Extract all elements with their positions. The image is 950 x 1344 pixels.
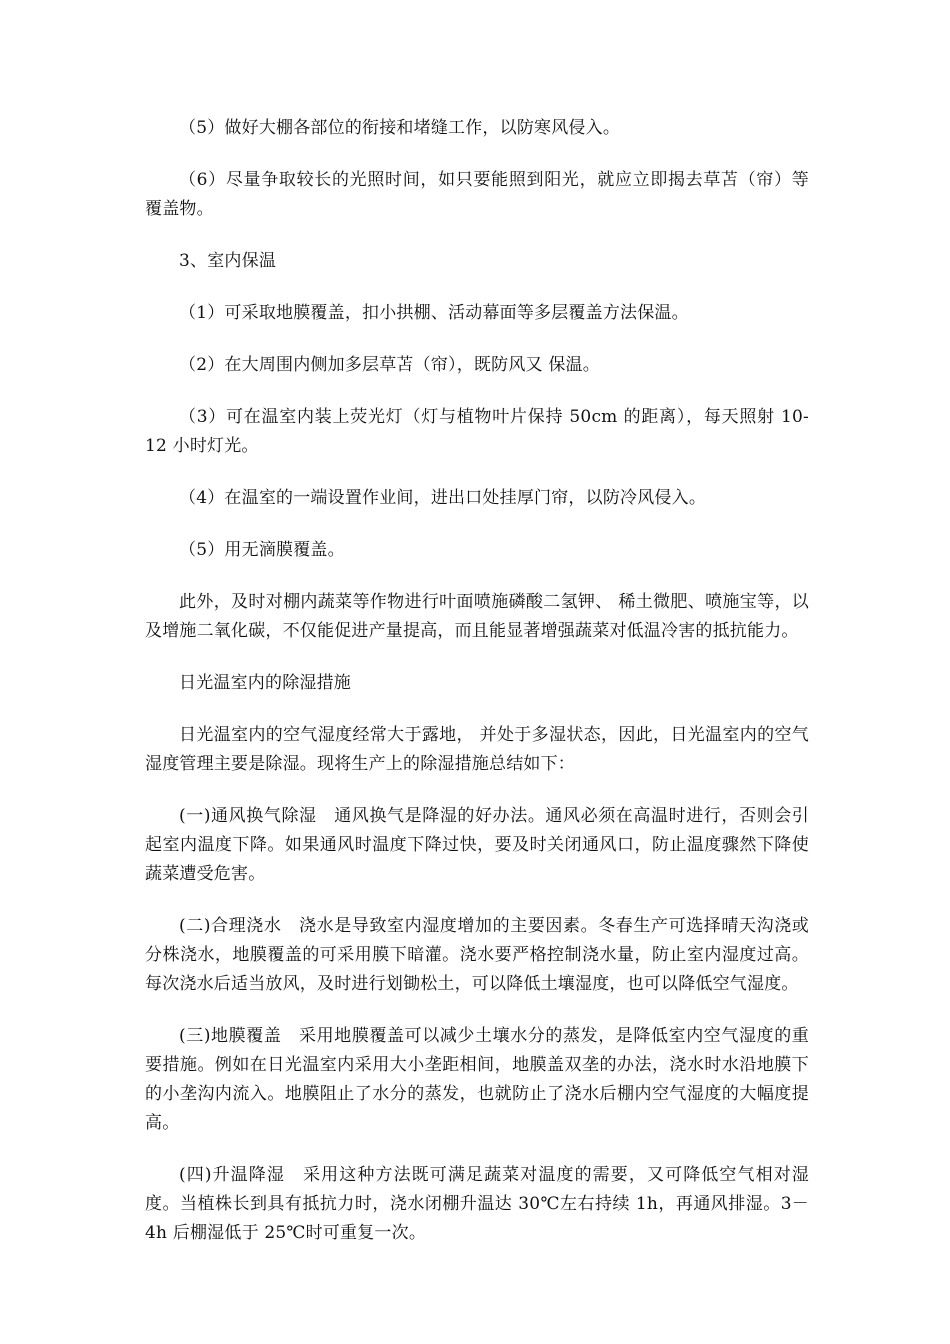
paragraph: (二)合理浇水 浇水是导致室内湿度增加的主要因素。冬春生产可选择晴天沟浇或分株浇水，地膜覆盖的可采用膜下暗灌。浇水要严格控制浇水量，防止室内湿度过高。每次浇水后适当放风，及时进行划锄松土，可以降低土壤湿度，也可以降低空气湿度。 — [145, 916, 809, 994]
paragraph: （5）用无滴膜覆盖。 — [179, 540, 345, 560]
paragraph: 此外，及时对棚内蔬菜等作物进行叶面喷施磷酸二氢钾、 稀土微肥、喷施宝等，以及增施二氧化碳，不仅能促进产量提高，而且能显著增强蔬菜对低温冷害的抵抗能力。 — [145, 592, 809, 641]
document-page — [145, 114, 809, 1248]
paragraph: 日光温室内的空气湿度经常大于露地， 并处于多湿状态，因此，日光温室内的空气湿度管理主要是除湿。现将生产上的除湿措施总结如下： — [145, 725, 809, 774]
paragraph: （5）做好大棚各部位的衔接和堵缝工作，以防寒风侵入。 — [179, 118, 621, 138]
paragraph: (一)通风换气除湿 通风换气是降湿的好办法。通风必须在高温时进行，否则会引起室内温度下降。如果通风时温度下降过快，要及时关闭通风口，防止温度骤然下降使蔬菜遭受危害。 — [145, 806, 809, 884]
paragraph: （1）可采取地膜覆盖，扣小拱棚、活动幕面等多层覆盖方法保温。 — [179, 303, 689, 323]
paragraph: (四)升温降湿 采用这种方法既可满足蔬菜对温度的需要，又可降低空气相对湿度。当植株长到具有抵抗力时，浇水闭棚升温达 30℃左右持续 1h，再通风排湿。3－4h 后棚湿低于 25℃时可重复一次。 — [145, 1165, 809, 1243]
paragraph: （4）在温室的一端设置作业间，进出口处挂厚门帘，以防冷风侵入。 — [179, 488, 707, 508]
paragraph: （6）尽量争取较长的光照时间，如只要能照到阳光，就应立即揭去草苫（帘）等覆盖物。 — [145, 170, 809, 219]
paragraph: （3）可在温室内装上荧光灯（灯与植物叶片保持 50cm 的距离），每天照射 10-12 小时灯光。 — [145, 407, 809, 456]
section-heading: 日光温室内的除湿措施 — [179, 673, 351, 693]
section-heading: 3、室内保温 — [179, 251, 277, 271]
paragraph: (三)地膜覆盖 采用地膜覆盖可以减少土壤水分的蒸发，是降低室内空气湿度的重要措施。例如在日光温室内采用大小垄距相间，地膜盖双垄的办法，浇水时水沿地膜下的小垄沟内流入。地膜阻止了水分的蒸发，也就防止了浇水后棚内空气湿度的大幅度提高。 — [145, 1026, 809, 1133]
paragraph: （2）在大周围内侧加多层草苫（帘），既防风又 保温。 — [179, 355, 600, 375]
